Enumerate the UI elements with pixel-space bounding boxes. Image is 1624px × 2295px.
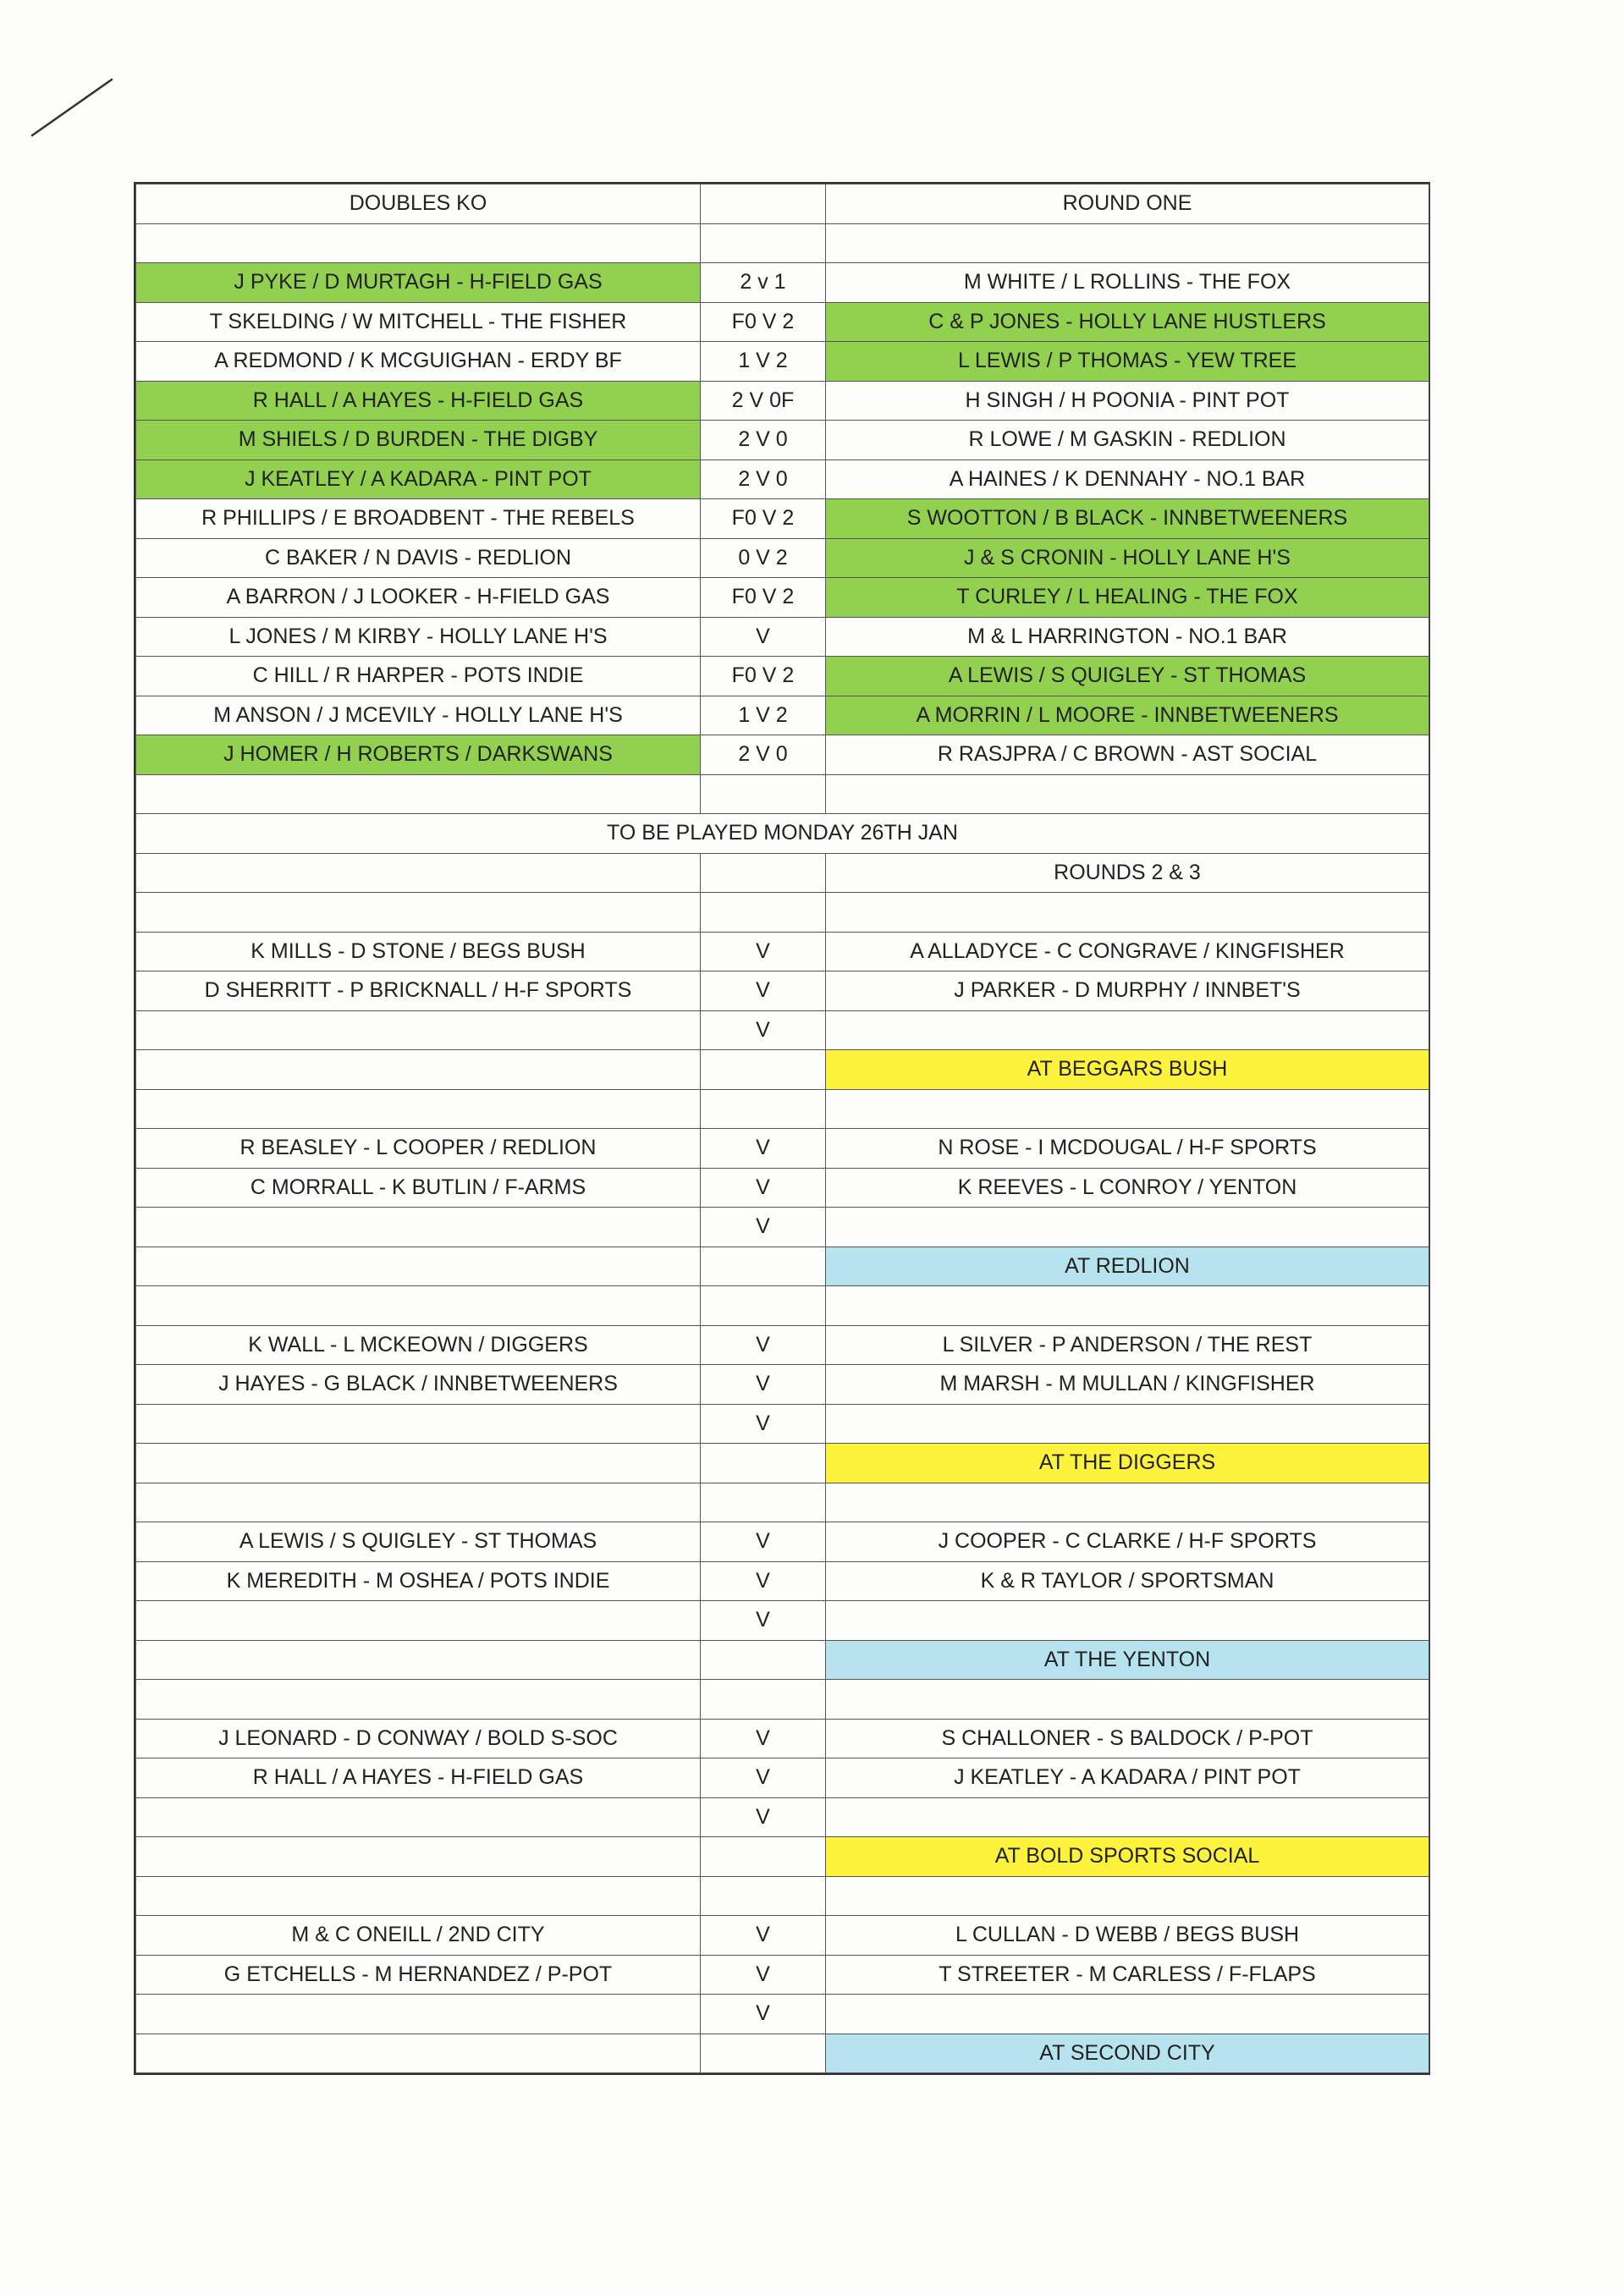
empty-cell [136, 1050, 701, 1090]
match-score: 1 V 2 [701, 342, 826, 382]
venue-row [136, 1444, 1429, 1483]
home-team: K WALL - L MCKEOWN / DIGGERS [136, 1325, 701, 1365]
venue-row [136, 1050, 1429, 1090]
empty-cell [136, 1247, 701, 1286]
empty-cell [826, 1995, 1429, 2034]
empty-cell [136, 774, 701, 814]
fixture-row [136, 1758, 1429, 1798]
empty-cell [826, 774, 1429, 814]
vs-label: V [701, 1168, 826, 1208]
home-team: A LEWIS / S QUIGLEY - ST THOMAS [136, 1522, 701, 1562]
match-row [136, 302, 1429, 342]
empty-cell [136, 1837, 701, 1877]
home-team: R HALL / A HAYES - H-FIELD GAS [136, 381, 701, 421]
empty-cell [136, 853, 701, 893]
empty-cell [826, 1208, 1429, 1247]
vs-label: V [701, 1995, 826, 2034]
fixture-row [136, 1916, 1429, 1956]
empty-cell [826, 1601, 1429, 1641]
fixture-row [136, 1955, 1429, 1995]
empty-cell [701, 1444, 826, 1483]
home-team: R HALL / A HAYES - H-FIELD GAS [136, 1758, 701, 1798]
empty-cell [701, 893, 826, 933]
empty-cell [826, 1680, 1429, 1720]
empty-cell [136, 1010, 701, 1050]
match-row [136, 578, 1429, 618]
vs-label: V [701, 1601, 826, 1641]
home-team: M SHIELS / D BURDEN - THE DIGBY [136, 421, 701, 460]
away-team: A ALLADYCE - C CONGRAVE / KINGFISHER [826, 932, 1429, 971]
match-score: 2 V 0 [701, 460, 826, 499]
empty-cell [701, 2034, 826, 2073]
away-team: A LEWIS / S QUIGLEY - ST THOMAS [826, 657, 1429, 696]
spacer-row [136, 774, 1429, 814]
empty-cell [826, 1483, 1429, 1522]
venue-label: AT BOLD SPORTS SOCIAL [826, 1837, 1429, 1877]
away-team: R RASJPRA / C BROWN - AST SOCIAL [826, 735, 1429, 775]
match-row [136, 342, 1429, 382]
vs-label: V [701, 1325, 826, 1365]
away-team: L CULLAN - D WEBB / BEGS BUSH [826, 1916, 1429, 1956]
venue-row [136, 1640, 1429, 1680]
match-score: 2 V 0 [701, 421, 826, 460]
fixture-row [136, 1561, 1429, 1601]
empty-cell [701, 1876, 826, 1916]
away-team: J & S CRONIN - HOLLY LANE H'S [826, 538, 1429, 578]
fixture-row [136, 932, 1429, 971]
empty-cell [826, 223, 1429, 263]
match-score: 2 v 1 [701, 263, 826, 303]
final-vs-row [136, 1601, 1429, 1641]
empty-cell [701, 1247, 826, 1286]
home-team: M ANSON / J MCEVILY - HOLLY LANE H'S [136, 696, 701, 735]
empty-cell [826, 1089, 1429, 1129]
match-score: 0 V 2 [701, 538, 826, 578]
fixture-row [136, 1325, 1429, 1365]
header-mid [701, 184, 826, 224]
empty-cell [136, 1483, 701, 1522]
match-row [136, 499, 1429, 539]
away-team: H SINGH / H POONIA - PINT POT [826, 381, 1429, 421]
vs-label: V [701, 1404, 826, 1444]
final-vs-row [136, 1010, 1429, 1050]
match-row [136, 421, 1429, 460]
fixture-row [136, 1365, 1429, 1405]
empty-cell [136, 1876, 701, 1916]
final-vs-row [136, 1797, 1429, 1837]
empty-cell [826, 1404, 1429, 1444]
vs-label: V [701, 1561, 826, 1601]
home-team: C HILL / R HARPER - POTS INDIE [136, 657, 701, 696]
home-team: G ETCHELLS - M HERNANDEZ / P-POT [136, 1955, 701, 1995]
empty-cell [136, 1404, 701, 1444]
doubles-ko-title: DOUBLES KO [136, 184, 701, 224]
match-row [136, 735, 1429, 775]
empty-cell [701, 1089, 826, 1129]
away-team: A HAINES / K DENNAHY - NO.1 BAR [826, 460, 1429, 499]
spacer-row [136, 1286, 1429, 1326]
away-team: K & R TAYLOR / SPORTSMAN [826, 1561, 1429, 1601]
rounds-2-3-title: ROUNDS 2 & 3 [826, 853, 1429, 893]
empty-cell [136, 1797, 701, 1837]
empty-cell [701, 1286, 826, 1326]
empty-cell [136, 223, 701, 263]
empty-cell [701, 853, 826, 893]
away-team: M MARSH - M MULLAN / KINGFISHER [826, 1365, 1429, 1405]
home-team: A BARRON / J LOOKER - H-FIELD GAS [136, 578, 701, 618]
fixture-row [136, 1719, 1429, 1758]
match-row [136, 538, 1429, 578]
match-score: F0 V 2 [701, 302, 826, 342]
final-vs-row [136, 1995, 1429, 2034]
home-team: J HAYES - G BLACK / INNBETWEENERS [136, 1365, 701, 1405]
fixture-row [136, 971, 1429, 1011]
home-team: K MILLS - D STONE / BEGS BUSH [136, 932, 701, 971]
home-team: D SHERRITT - P BRICKNALL / H-F SPORTS [136, 971, 701, 1011]
empty-cell [701, 1483, 826, 1522]
away-team: N ROSE - I MCDOUGAL / H-F SPORTS [826, 1129, 1429, 1169]
empty-cell [701, 1050, 826, 1090]
away-team: A MORRIN / L MOORE - INNBETWEENERS [826, 696, 1429, 735]
venue-label: AT SECOND CITY [826, 2034, 1429, 2073]
vs-label: V [701, 1916, 826, 1956]
home-team: M & C ONEILL / 2ND CITY [136, 1916, 701, 1956]
away-team: C & P JONES - HOLLY LANE HUSTLERS [826, 302, 1429, 342]
away-team: J COOPER - C CLARKE / H-F SPORTS [826, 1522, 1429, 1562]
empty-cell [136, 1640, 701, 1680]
home-team: J PYKE / D MURTAGH - H-FIELD GAS [136, 263, 701, 303]
vs-label: V [701, 1365, 826, 1405]
home-team: L JONES / M KIRBY - HOLLY LANE H'S [136, 617, 701, 657]
vs-label: V [701, 1010, 826, 1050]
final-vs-row [136, 1208, 1429, 1247]
match-row [136, 381, 1429, 421]
empty-cell [136, 1089, 701, 1129]
empty-cell [136, 1208, 701, 1247]
away-team: J KEATLEY - A KADARA / PINT POT [826, 1758, 1429, 1798]
match-row [136, 657, 1429, 696]
away-team: T CURLEY / L HEALING - THE FOX [826, 578, 1429, 618]
match-score: F0 V 2 [701, 657, 826, 696]
fixture-sheet [134, 182, 1430, 2075]
spacer-row [136, 1483, 1429, 1522]
empty-cell [701, 223, 826, 263]
away-team: M WHITE / L ROLLINS - THE FOX [826, 263, 1429, 303]
empty-cell [136, 893, 701, 933]
spacer-row [136, 893, 1429, 933]
final-vs-row [136, 1404, 1429, 1444]
fixture-row [136, 1168, 1429, 1208]
home-team: R PHILLIPS / E BROADBENT - THE REBELS [136, 499, 701, 539]
empty-cell [701, 1680, 826, 1720]
empty-cell [701, 1640, 826, 1680]
vs-label: V [701, 932, 826, 971]
away-team: J PARKER - D MURPHY / INNBET'S [826, 971, 1429, 1011]
match-row [136, 696, 1429, 735]
empty-cell [136, 1601, 701, 1641]
vs-label: V [701, 1208, 826, 1247]
match-row [136, 617, 1429, 657]
away-team: L LEWIS / P THOMAS - YEW TREE [826, 342, 1429, 382]
venue-row [136, 1837, 1429, 1877]
venue-row [136, 1247, 1429, 1286]
fixture-row [136, 1129, 1429, 1169]
home-team: J LEONARD - D CONWAY / BOLD S-SOC [136, 1719, 701, 1758]
venue-label: AT THE DIGGERS [826, 1444, 1429, 1483]
vs-label: V [701, 1129, 826, 1169]
venue-label: AT THE YENTON [826, 1640, 1429, 1680]
home-team: T SKELDING / W MITCHELL - THE FISHER [136, 302, 701, 342]
spacer-row [136, 1089, 1429, 1129]
home-team: A REDMOND / K MCGUIGHAN - ERDY BF [136, 342, 701, 382]
empty-cell [136, 2034, 701, 2073]
empty-cell [136, 1444, 701, 1483]
away-team: L SILVER - P ANDERSON / THE REST [826, 1325, 1429, 1365]
away-team: S CHALLONER - S BALDOCK / P-POT [826, 1719, 1429, 1758]
spacer-row [136, 1680, 1429, 1720]
venue-label: AT BEGGARS BUSH [826, 1050, 1429, 1090]
home-team: J HOMER / H ROBERTS / DARKSWANS [136, 735, 701, 775]
away-team: S WOOTTON / B BLACK - INNBETWEENERS [826, 499, 1429, 539]
empty-cell [826, 893, 1429, 933]
empty-cell [826, 1876, 1429, 1916]
vs-label: V [701, 1522, 826, 1562]
vs-label: V [701, 971, 826, 1011]
away-team: M & L HARRINGTON - NO.1 BAR [826, 617, 1429, 657]
vs-label: V [701, 1719, 826, 1758]
away-team: R LOWE / M GASKIN - REDLION [826, 421, 1429, 460]
match-score: V [701, 617, 826, 657]
vs-label: V [701, 1955, 826, 1995]
match-score: F0 V 2 [701, 499, 826, 539]
match-score: 1 V 2 [701, 696, 826, 735]
vs-label: V [701, 1797, 826, 1837]
empty-cell [136, 1680, 701, 1720]
empty-cell [826, 1286, 1429, 1326]
home-team: C MORRALL - K BUTLIN / F-ARMS [136, 1168, 701, 1208]
venue-row [136, 2034, 1429, 2073]
match-score: F0 V 2 [701, 578, 826, 618]
spacer-row [136, 223, 1429, 263]
fixture-table [135, 184, 1429, 2073]
rounds-title-row [136, 853, 1429, 893]
home-team: C BAKER / N DAVIS - REDLION [136, 538, 701, 578]
home-team: R BEASLEY - L COOPER / REDLION [136, 1129, 701, 1169]
match-row [136, 460, 1429, 499]
spacer-row [136, 1876, 1429, 1916]
pen-mark [29, 73, 122, 140]
match-score: 2 V 0F [701, 381, 826, 421]
empty-cell [826, 1010, 1429, 1050]
home-team: K MEREDITH - M OSHEA / POTS INDIE [136, 1561, 701, 1601]
play-date-note: TO BE PLAYED MONDAY 26TH JAN [136, 814, 1429, 854]
empty-cell [136, 1286, 701, 1326]
home-team: J KEATLEY / A KADARA - PINT POT [136, 460, 701, 499]
vs-label: V [701, 1758, 826, 1798]
empty-cell [701, 1837, 826, 1877]
empty-cell [826, 1797, 1429, 1837]
round-one-title: ROUND ONE [826, 184, 1429, 224]
empty-cell [701, 774, 826, 814]
header-row [136, 184, 1429, 224]
match-score: 2 V 0 [701, 735, 826, 775]
play-date-row [136, 814, 1429, 854]
empty-cell [136, 1995, 701, 2034]
venue-label: AT REDLION [826, 1247, 1429, 1286]
away-team: T STREETER - M CARLESS / F-FLAPS [826, 1955, 1429, 1995]
away-team: K REEVES - L CONROY / YENTON [826, 1168, 1429, 1208]
match-row [136, 263, 1429, 303]
fixture-row [136, 1522, 1429, 1562]
